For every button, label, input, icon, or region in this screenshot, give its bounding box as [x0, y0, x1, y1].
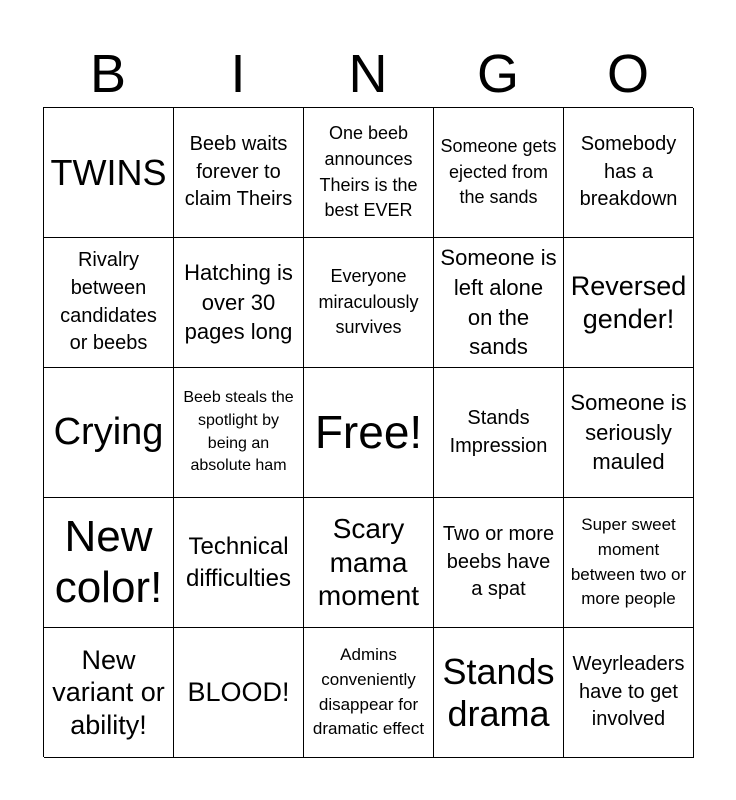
header-letter-i: I — [230, 44, 246, 104]
cell-text: Beeb waits forever to claim Theirs — [184, 133, 293, 211]
cell-text: New color! — [54, 511, 163, 612]
cell-text: Someone is left alone on the sands — [440, 245, 557, 360]
bingo-cell[interactable] — [434, 108, 564, 238]
cell-text: Reversed gender! — [570, 271, 687, 334]
bingo-cell[interactable] — [304, 628, 434, 758]
cell-text: Somebody has a breakdown — [579, 133, 678, 211]
bingo-cell[interactable] — [174, 628, 304, 758]
cell-text: Crying — [53, 410, 164, 453]
bingo-cell[interactable] — [564, 238, 694, 368]
cell-text: Someone is seriously mauled — [570, 389, 687, 475]
cell-text: Everyone miraculously survives — [318, 266, 419, 338]
header-letter-b: B — [89, 44, 127, 104]
cell-text: Two or more beebs have a spat — [442, 523, 555, 601]
free-space-text: Free! — [314, 406, 423, 459]
bingo-cell[interactable] — [44, 238, 174, 368]
cell-text: One beeb announces Theirs is the best EVER — [319, 123, 418, 221]
cell-text: TWINS — [50, 151, 167, 193]
bingo-cell[interactable] — [434, 238, 564, 368]
bingo-cell[interactable] — [304, 238, 434, 368]
cell-text: BLOOD! — [187, 677, 290, 708]
free-space-cell[interactable] — [304, 368, 434, 498]
header-letter-g: G — [476, 44, 519, 104]
bingo-cell[interactable] — [434, 368, 564, 498]
cell-text: Someone gets ejected from the sands — [440, 136, 557, 208]
header-letter-o: O — [606, 44, 649, 104]
cell-text: Beeb steals the spotlight by being an absolute ham — [183, 389, 294, 475]
header-letter-n: N — [348, 44, 388, 104]
cell-text: Hatching is over 30 pages long — [184, 259, 293, 345]
cell-text: New variant or ability! — [52, 644, 165, 740]
cell-text: Stands Impression — [449, 406, 548, 457]
bingo-cell[interactable] — [44, 498, 174, 628]
bingo-cell[interactable] — [564, 498, 694, 628]
bingo-cell[interactable] — [564, 628, 694, 758]
bingo-cell[interactable] — [174, 238, 304, 368]
bingo-cell[interactable] — [304, 498, 434, 628]
bingo-cell[interactable] — [174, 498, 304, 628]
cell-text: Super sweet moment between two or more people — [570, 515, 687, 609]
bingo-cell[interactable] — [174, 108, 304, 238]
bingo-cell[interactable] — [44, 108, 174, 238]
cell-text: Scary mama moment — [317, 513, 420, 612]
bingo-board — [43, 107, 693, 757]
bingo-header — [43, 40, 693, 108]
cell-text: Technical difficulties — [186, 533, 291, 592]
cell-text: Admins conveniently disappear for dramatic effect — [312, 645, 425, 739]
bingo-cell[interactable] — [44, 628, 174, 758]
bingo-cell[interactable] — [564, 108, 694, 238]
cell-text: Weyrleaders have to get involved — [572, 653, 685, 731]
bingo-cell[interactable] — [174, 368, 304, 498]
cell-text: Stands drama — [442, 651, 555, 734]
bingo-cell[interactable] — [44, 368, 174, 498]
bingo-cell[interactable] — [304, 108, 434, 238]
bingo-cell[interactable] — [434, 628, 564, 758]
bingo-cell[interactable] — [434, 498, 564, 628]
cell-text: Rivalry between candidates or beebs — [60, 249, 157, 355]
bingo-cell[interactable] — [564, 368, 694, 498]
